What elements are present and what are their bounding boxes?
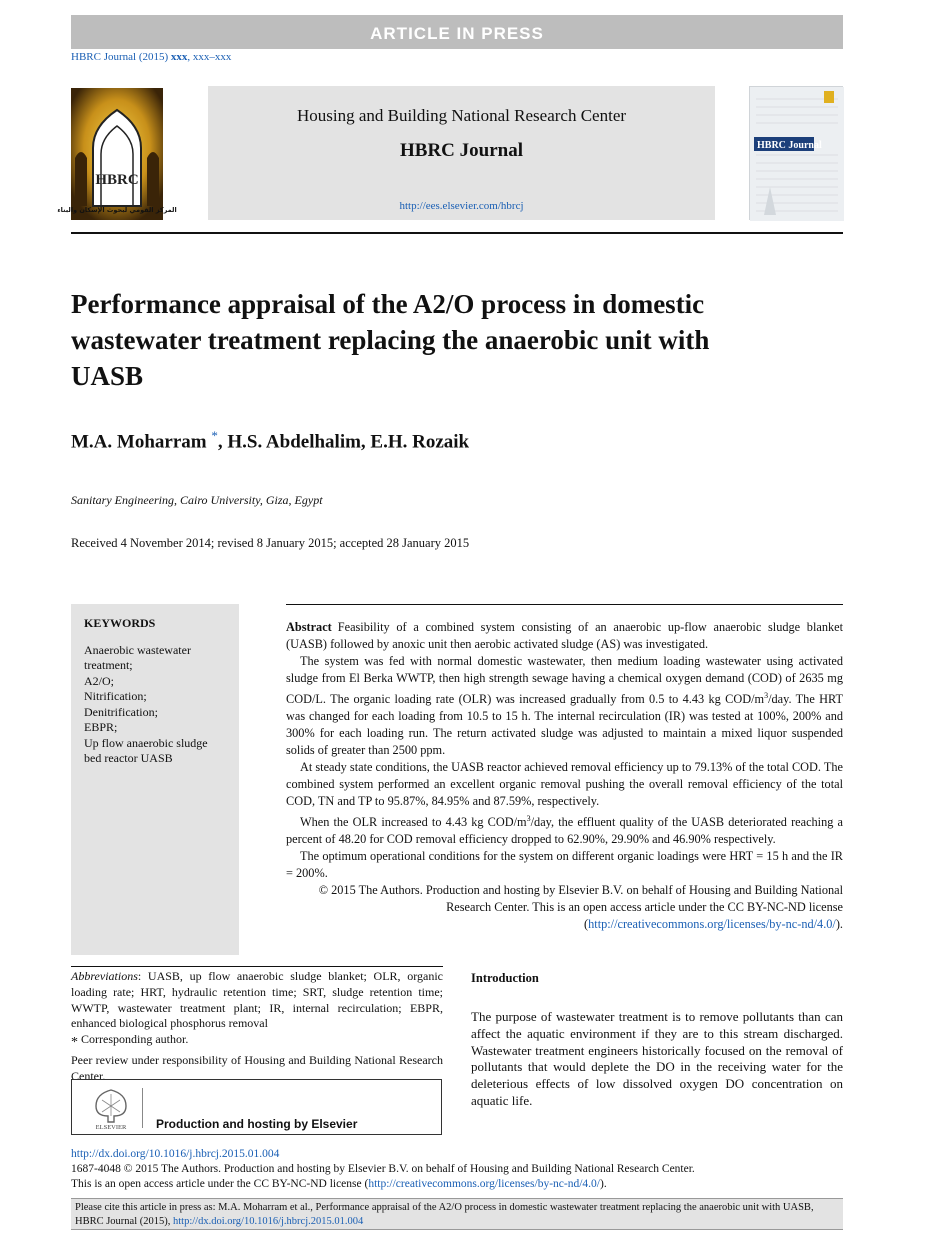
keywords-heading: KEYWORDS (84, 616, 156, 630)
svg-text:المركز القومي لبحوث الإسكان وا: المركز القومي لبحوث الإسكان والبناء (57, 206, 177, 214)
keywords-panel (71, 604, 239, 955)
footer-license-link[interactable]: http://creativecommons.org/licenses/by-nc-nd/4.0/ (368, 1178, 600, 1190)
journal-url-link[interactable]: http://ees.elsevier.com/hbrcj (399, 200, 524, 212)
citation-doi-link[interactable]: http://dx.doi.org/10.1016/j.hbrcj.2015.01.004 (173, 1216, 364, 1227)
citation-box: Please cite this article in press as: M.A. Moharram et al., Performance appraisal of the A2/O process in domestic wastewater treatment replacing the anaerobic unit with UASB, HBRC Journal (2015), http://dx.doi.org/10.1016/j.hbrcj.2015.01.004 (71, 1198, 843, 1230)
journal-header (208, 86, 715, 220)
journal-name: HBRC Journal (400, 140, 523, 161)
keyword-item: EBPR; (84, 720, 118, 734)
affiliation: Sanitary Engineering, Cairo University, Giza, Egypt (71, 493, 323, 507)
elsevier-divider (142, 1088, 143, 1128)
article-in-press-banner: ARTICLE IN PRESS (71, 15, 843, 49)
introduction-text: The purpose of wastewater treatment is to remove pollutants than can affect the aquatic environment if they are to this stream discharged. Wastewater treatment engineers historically focused on the removal of pollutants that would deplete the DO in the receiving water for the deleterious effects of low dissolved oxygen DO concentration on aquatic life. (471, 1009, 843, 1108)
journal-reference: HBRC Journal (2015) xxx, xxx–xxx (71, 51, 232, 63)
keyword-item: Denitrification; (84, 704, 158, 719)
footnotes: Abbreviations: UASB, up flow anaerobic sludge blanket; OLR, organic loading rate; HRT, hydraulic retention time; SRT, sludge retention time; WWTP, wastewater treatment plant; IR, internal recirculation; EBPR, enhanced biological phosphorus removal * Corresponding author. Peer review under responsibility of Housing and Building National Research Center. (71, 966, 443, 1085)
publisher-name: Housing and Building National Research Center (296, 106, 627, 125)
doi-link[interactable]: http://dx.doi.org/10.1016/j.hbrcj.2015.01.004 (71, 1148, 280, 1160)
header-divider (71, 232, 843, 234)
keyword-item: Nitrification; (84, 689, 147, 703)
hbrc-logo (57, 88, 177, 220)
keyword-item: Anaerobic wastewater treatment; (84, 642, 191, 672)
corresponding-author-link[interactable]: * (211, 428, 218, 443)
svg-text:HBRC: HBRC (95, 172, 139, 188)
author-list: M.A. Moharram *, H.S. Abdelhalim, E.H. Rozaik (71, 428, 470, 453)
issn-copyright: 1687-4048 © 2015 The Authors. Production and hosting by Elsevier B.V. on behalf of Housing and Building National Research Center. This is an open access article under the CC BY-NC-ND license (http://creativecommons.org/licenses/by-nc-nd/4.0/). (71, 1163, 695, 1190)
abstract: Abstract Feasibility of a combined system consisting of an anaerobic up-flow anaerobic sludge blanket (UASB) followed by anoxic unit then aerobic activated sludge (AS) was investigated. The system was fed with normal domestic wastewater, then medium loading wastewater using activated sludge from El Berka WWTP, then high strength sewage having a chemical oxygen demand (COD) of 2635 mg COD/L. The organic loading rate (OLR) was increased gradually from 0.5 to 4.43 kg COD/$m^3$/day. The HRT was changed for each loading from 10.5 to 15 h. The internal recirculation (IR) was tested at 100%, 200% and 300% for each loading run. The return activated sludge was adjusted to maintain a mixed liquor suspended solids of greater than 2500 ppm. At steady state conditions, the UASB reactor achieved removal efficiency up to 79.13% of the total COD. The combined system performed an excellent organic removal pushing the overall removal efficiency of the total COD, TN and TP to 95.87%, 84.95% and 87.59%, respectively. When the OLR increased to 4.43 kg COD/$m^3$/day, the effluent quality of the UASB deteriorated reaching a percent of 48.20 for COD removal efficiency dropped to 62.90%, 29.90% and 46.90% respectively. The optimum operational conditions for the system on different organic loadings were HRT = 15 h and the IR = 200%. © 2015 The Authors. Production and hosting by Elsevier B.V. on behalf of Housing and Building National Research Center. This is an open access article under the CC BY-NC-ND license (http://creativecommons.org/licenses/by-nc-nd/4.0/). (286, 620, 843, 932)
article-title: Performance appraisal of the A2/O process in domestic wastewater treatment replacing the anaerobic unit with UASB (71, 289, 710, 391)
svg-text:ELSEVIER: ELSEVIER (95, 1124, 127, 1131)
section-heading-introduction: Introduction (471, 971, 539, 985)
keyword-item: Up flow anaerobic sludge bed reactor UASB (84, 735, 208, 765)
license-link[interactable]: http://creativecommons.org/licenses/by-nc-nd/4.0/ (588, 917, 836, 932)
abstract-divider (286, 604, 843, 605)
journal-cover-thumbnail (749, 86, 843, 220)
keyword-item: A2/O; (84, 673, 114, 688)
production-hosting-text: Production and hosting by Elsevier (156, 1117, 358, 1131)
elsevier-tree-logo (86, 1086, 136, 1130)
article-dates: Received 4 November 2014; revised 8 January 2015; accepted 28 January 2015 (71, 536, 470, 550)
abstract-label: Abstract (286, 620, 332, 634)
svg-text:HBRC Journal: HBRC Journal (757, 140, 822, 151)
copyright-notice: © 2015 The Authors. Production and hosting by Elsevier B.V. on behalf of Housing and Building National Research Center. This is an open access article under the CC BY-NC-ND license (http://creativecommons.org/licenses/by-nc-nd/4.0/). (318, 883, 843, 932)
elsevier-hosting-box (71, 1079, 442, 1135)
